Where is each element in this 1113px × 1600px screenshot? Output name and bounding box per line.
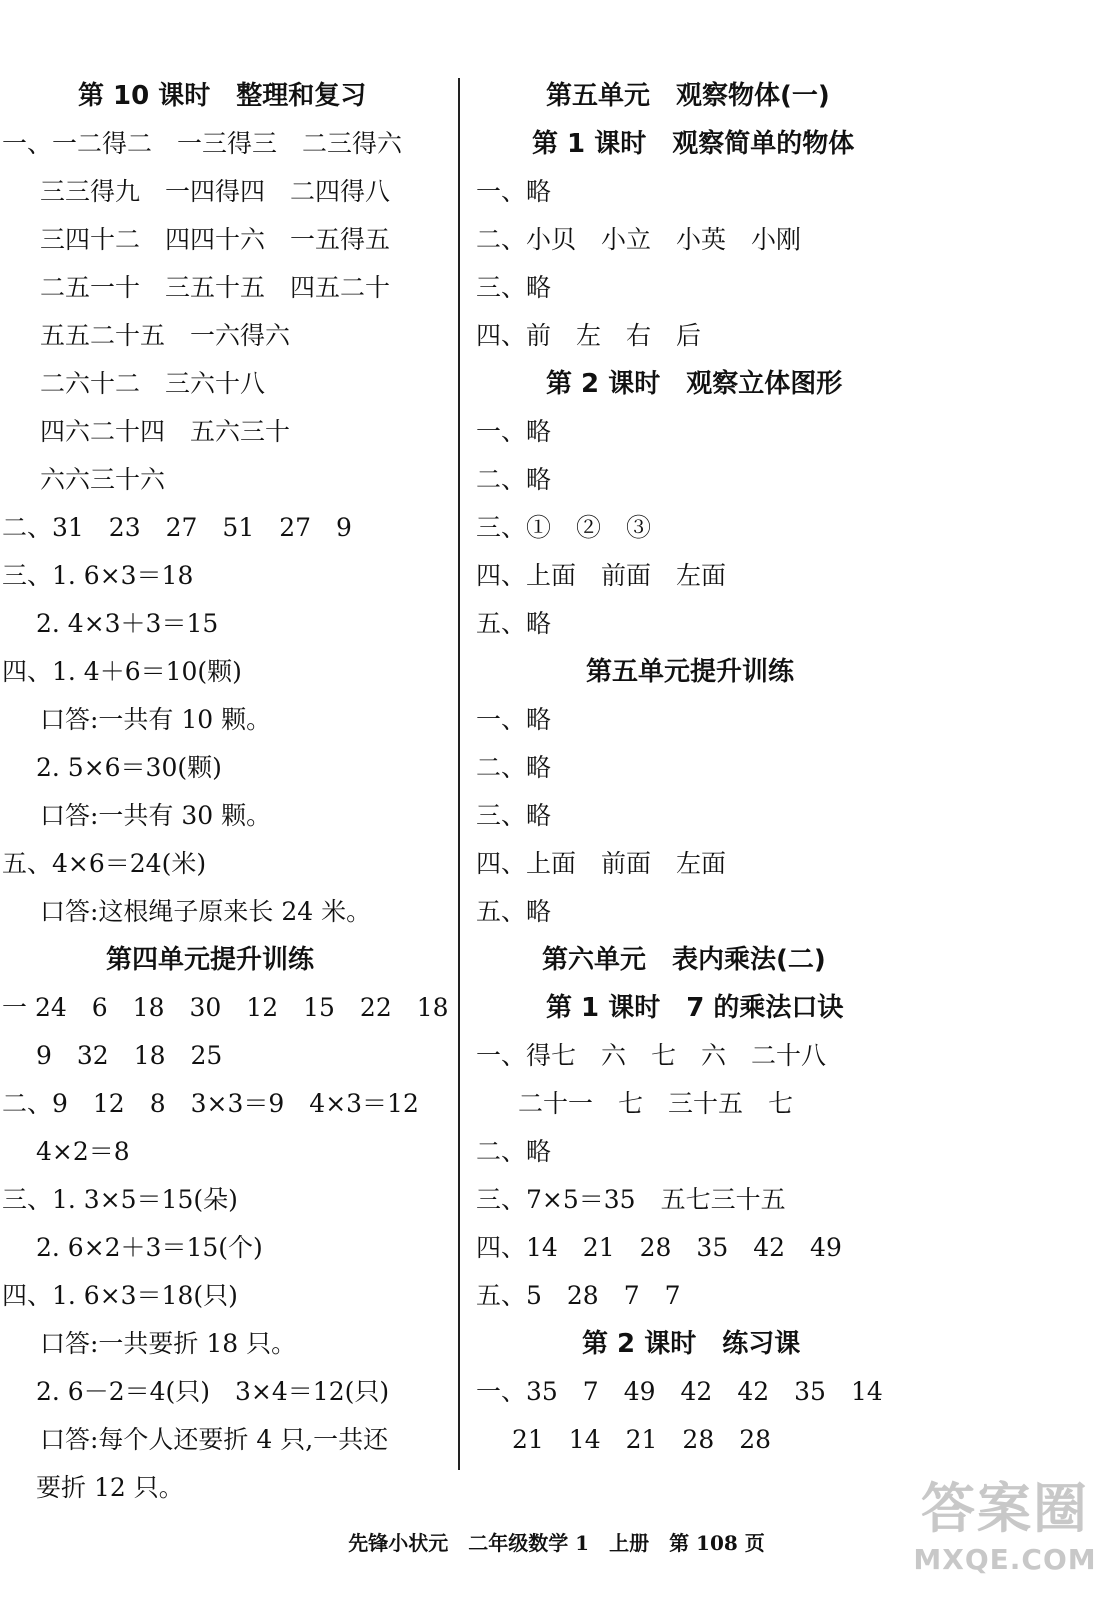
answer-line: 四、1. 6×3＝18(只) bbox=[2, 1281, 238, 1310]
answer-line: 三、略 bbox=[476, 801, 552, 830]
answer-line: 二六十二 三六十八 bbox=[40, 369, 266, 398]
section-heading: 第 2 课时 练习课 bbox=[582, 1329, 801, 1359]
answer-line: 一 24 6 18 30 12 15 22 18 bbox=[2, 993, 449, 1022]
section-heading: 第四单元提升训练 bbox=[106, 945, 315, 975]
answer-line: 四、前 左 右 后 bbox=[476, 321, 702, 350]
answer-line: 三、① ② ③ bbox=[476, 513, 652, 542]
answer-line: 一、略 bbox=[476, 177, 552, 206]
answer-line: 三、1. 6×3＝18 bbox=[2, 561, 194, 590]
answer-line: 口答:每个人还要折 4 只,一共还 bbox=[40, 1425, 389, 1454]
answer-line: 三四十二 四四十六 一五得五 bbox=[40, 225, 391, 254]
answer-line: 2. 4×3＋3＝15 bbox=[36, 609, 219, 638]
unit-heading: 第五单元 观察物体(一) bbox=[546, 81, 830, 111]
answer-line: 口答:一共有 10 颗。 bbox=[40, 705, 272, 734]
left-column bbox=[0, 72, 452, 1512]
answer-line: 二、略 bbox=[476, 465, 552, 494]
watermark-url: MXQE.COM bbox=[913, 1543, 1097, 1576]
answer-line: 四六二十四 五六三十 bbox=[40, 417, 291, 446]
answer-line: 一、略 bbox=[476, 417, 552, 446]
answer-line: 三、7×5＝35 五七三十五 bbox=[476, 1185, 786, 1214]
section-heading: 第 1 课时 观察简单的物体 bbox=[532, 129, 855, 159]
answer-line: 二、31 23 27 51 27 9 bbox=[2, 513, 352, 542]
answer-line: 口答:一共有 30 颗。 bbox=[40, 801, 272, 830]
answer-line: 2. 6－2＝4(只) 3×4＝12(只) bbox=[36, 1377, 390, 1406]
answer-line: 口答:一共要折 18 只。 bbox=[40, 1329, 297, 1358]
answer-line: 二五一十 三五十五 四五二十 bbox=[40, 273, 391, 302]
answer-line: 五五二十五 一六得六 bbox=[40, 321, 291, 350]
answer-line: 一、35 7 49 42 42 35 14 bbox=[476, 1377, 883, 1406]
answer-line: 二、小贝 小立 小英 小刚 bbox=[476, 225, 802, 254]
answer-line: 二、略 bbox=[476, 753, 552, 782]
answer-line: 二十一 七 三十五 七 bbox=[518, 1089, 794, 1118]
answer-line: 一、略 bbox=[476, 705, 552, 734]
answer-line: 四、上面 前面 左面 bbox=[476, 561, 727, 590]
answer-line: 4×2＝8 bbox=[36, 1137, 130, 1166]
unit-heading: 第六单元 表内乘法(二) bbox=[542, 945, 826, 975]
answer-line: 三、略 bbox=[476, 273, 552, 302]
answer-line: 四、1. 4＋6＝10(颗) bbox=[2, 657, 242, 686]
answer-line: 六六三十六 bbox=[40, 465, 166, 494]
answer-line: 一、得七 六 七 六 二十八 bbox=[476, 1041, 827, 1070]
section-heading: 第五单元提升训练 bbox=[586, 657, 795, 687]
answer-line: 9 32 18 25 bbox=[36, 1041, 223, 1070]
answer-line: 口答:这根绳子原来长 24 米。 bbox=[40, 897, 372, 926]
answer-line: 21 14 21 28 28 bbox=[512, 1425, 772, 1454]
section-heading: 第 2 课时 观察立体图形 bbox=[546, 369, 843, 399]
answer-line: 2. 5×6＝30(颗) bbox=[36, 753, 222, 782]
right-column bbox=[470, 72, 1090, 1464]
section-heading: 第 10 课时 整理和复习 bbox=[78, 81, 367, 111]
answer-line: 二、9 12 8 3×3＝9 4×3＝12 bbox=[2, 1089, 419, 1118]
answer-line: 一、一二得二 一三得三 二三得六 bbox=[2, 129, 403, 158]
answer-line: 五、5 28 7 7 bbox=[476, 1281, 681, 1310]
answer-line: 2. 6×2＋3＝15(个) bbox=[36, 1233, 263, 1262]
section-heading: 第 1 课时 7 的乘法口诀 bbox=[546, 993, 844, 1023]
answer-line: 三、1. 3×5＝15(朵) bbox=[2, 1185, 238, 1214]
answer-line: 五、4×6＝24(米) bbox=[2, 849, 207, 878]
answer-line: 三三得九 一四得四 二四得八 bbox=[40, 177, 391, 206]
watermark-logo: 答案圈 bbox=[921, 1477, 1089, 1540]
answer-line: 五、略 bbox=[476, 897, 552, 926]
page-footer: 先锋小状元 二年级数学 1 上册 第 108 页 bbox=[348, 1531, 765, 1555]
answer-line: 五、略 bbox=[476, 609, 552, 638]
watermark bbox=[905, 1475, 1105, 1595]
answer-line: 四、14 21 28 35 42 49 bbox=[476, 1233, 842, 1262]
answer-line: 四、上面 前面 左面 bbox=[476, 849, 727, 878]
answer-line: 要折 12 只。 bbox=[36, 1473, 184, 1502]
answer-line: 二、略 bbox=[476, 1137, 552, 1166]
column-divider bbox=[458, 78, 460, 1470]
